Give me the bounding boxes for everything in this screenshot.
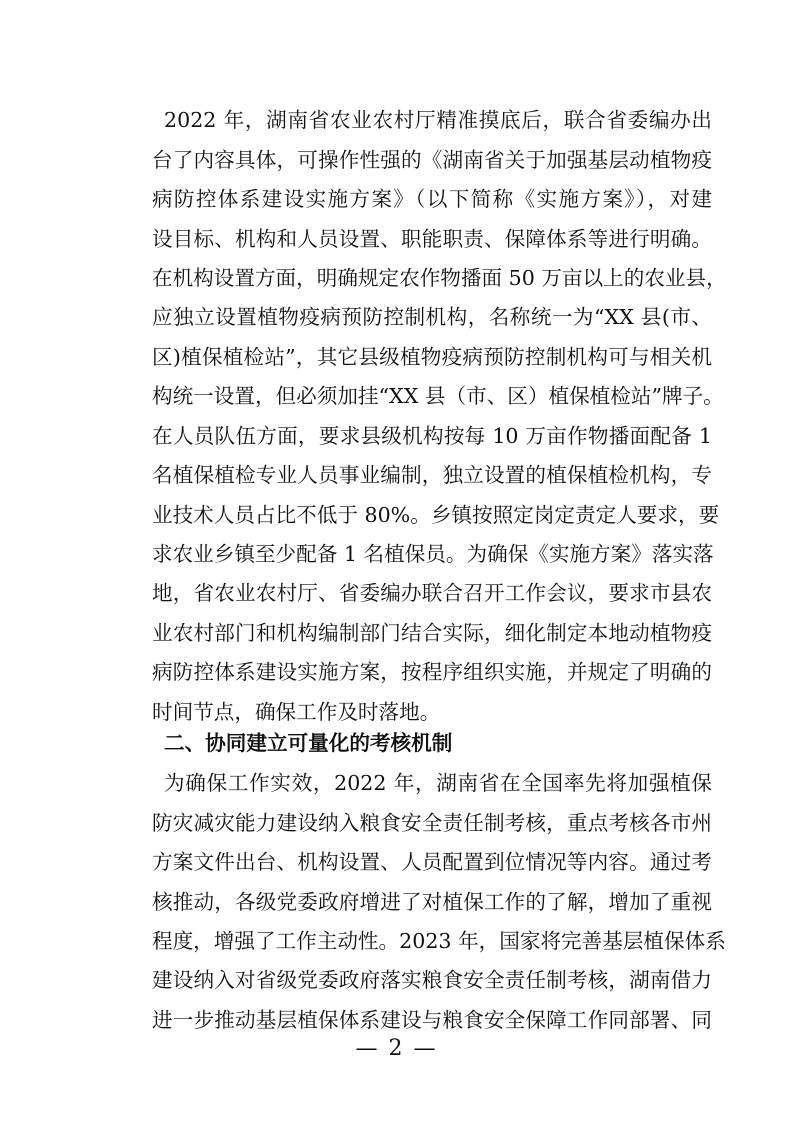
text-line: 名植保植检专业人员事业编制，独立设置的植保植检机构，专 <box>152 463 712 487</box>
text-line: 台了内容具体，可操作性强的《湖南省关于加强基层动植物疫 <box>152 148 712 172</box>
text-line: 进一步推动基层植保体系建设与粮食安全保障工作同部署、同 <box>152 1008 712 1032</box>
text-line: 建设纳入对省级党委政府落实粮食安全责任制考核，湖南借力 <box>152 968 712 992</box>
text-line: 病防控体系建设实施方案，按程序组织实施，并规定了明确的 <box>152 660 712 684</box>
text-line: 2022 年，湖南省农业农村厅精准摸底后，联合省委编办出 <box>164 108 712 132</box>
text-line: 区)植保植检站”，其它县级植物疫病预防控制机构可与相关机 <box>152 345 712 369</box>
text-line: 在人员队伍方面，要求县级机构按每 10 万亩作物播面配备 1 <box>152 424 712 448</box>
text-line: 构统一设置，但必须加挂“XX 县（市、区）植保植检站”牌子。 <box>152 384 724 408</box>
text-line: 核推动，各级党委政府增进了对植保工作的了解，增加了重视 <box>152 890 712 914</box>
text-line: 设目标、机构和人员设置、职能职责、保障体系等进行明确。 <box>152 227 712 251</box>
page-number: — 2 — <box>355 1036 438 1061</box>
section-heading: 二、协同建立可量化的考核机制 <box>164 731 453 755</box>
text-line: 业农村部门和机构编制部门结合实际，细化制定本地动植物疫 <box>152 621 712 645</box>
text-line: 在机构设置方面，明确规定农作物播面 50 万亩以上的农业县， <box>152 266 727 290</box>
text-line: 防灾减灾能力建设纳入粮食安全责任制考核，重点考核各市州 <box>152 811 712 835</box>
text-line: 为确保工作实效，2022 年，湖南省在全国率先将加强植保 <box>164 771 712 795</box>
text-line: 病防控体系建设实施方案》（以下简称《实施方案》），对建 <box>152 187 712 211</box>
text-line: 地，省农业农村厅、省委编办联合召开工作会议，要求市县农 <box>152 581 712 605</box>
text-line: 应独立设置植物疫病预防控制机构，名称统一为“XX 县(市、 <box>152 305 712 329</box>
text-line: 方案文件出台、机构设置、人员配置到位情况等内容。通过考 <box>152 850 712 874</box>
text-line: 程度，增强了工作主动性。2023 年，国家将完善基层植保体系 <box>152 929 726 953</box>
text-line: 时间节点，确保工作及时落地。 <box>152 700 441 724</box>
text-line: 求农业乡镇至少配备 1 名植保员。为确保《实施方案》落实落 <box>152 542 714 566</box>
text-line: 业技术人员占比不低于 80%。乡镇按照定岗定责定人要求，要 <box>152 503 720 527</box>
